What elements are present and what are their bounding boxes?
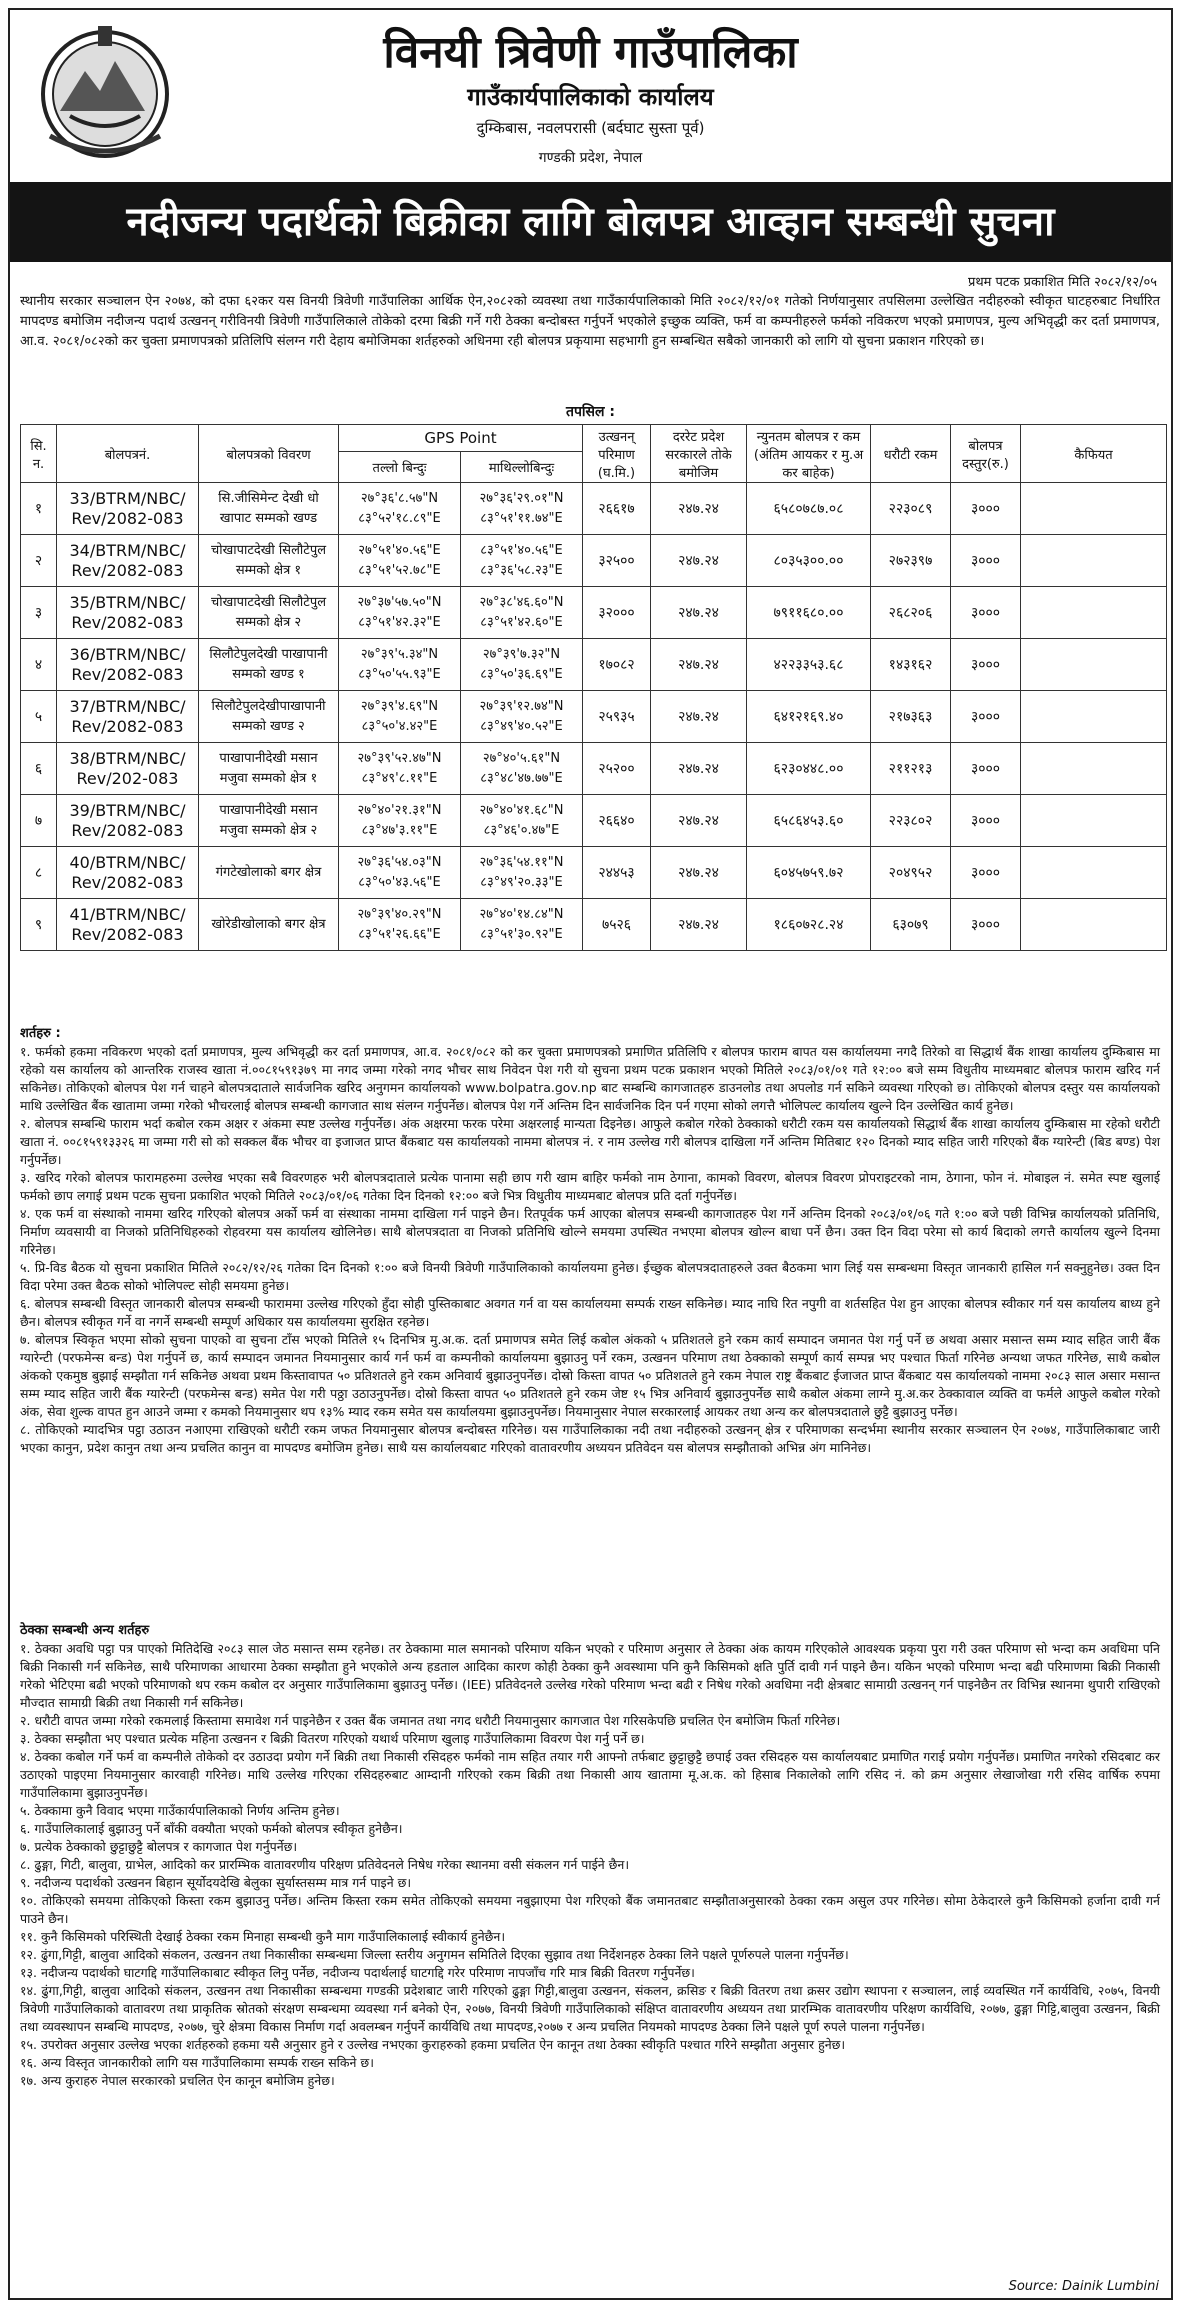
cell-bid-no: [57, 899, 199, 951]
cell-rate: [651, 691, 747, 743]
cell-bid-no: [57, 587, 199, 639]
cell-gps-upper-line: २७°४०'४१.६८"N: [479, 802, 564, 818]
cell-rate-line: २४७.२४: [678, 813, 719, 829]
cell-description: [199, 483, 339, 535]
cell-gps-upper-line: २७°३६'२९.०१"N: [479, 490, 564, 506]
cell-bid-no-line: 34/BTRM/NBC/: [69, 540, 186, 560]
cell-description-line: सम्मको क्षेत्र १: [235, 562, 302, 578]
table-row: [21, 743, 1167, 795]
cell-min-amount-line: १८६०७२८.२४: [773, 917, 844, 933]
cell-sn-line: ६: [34, 761, 43, 777]
cell-bid-no-line: Rev/2082-083: [71, 560, 184, 580]
cell-description: [199, 847, 339, 899]
cell-gps-lower: [339, 691, 461, 743]
col-header-fee: बोलपत्र दस्तुर(रु.): [951, 425, 1021, 483]
cell-gps-upper: [461, 639, 583, 691]
cell-bid-no: [57, 691, 199, 743]
contract-terms-heading: ठेक्का सम्बन्धी अन्य शर्तहरु: [20, 1623, 150, 1638]
cell-description-line: मजुवा सम्मको क्षेत्र २: [219, 822, 318, 838]
table-row: [21, 899, 1167, 951]
cell-gps-upper-line: २७°४०'५.६१"N: [482, 750, 561, 766]
cell-min-amount: [747, 847, 871, 899]
cell-bid-no: [57, 847, 199, 899]
cell-bid-no-line: 39/BTRM/NBC/: [69, 800, 186, 820]
cell-fee: [951, 535, 1021, 587]
cell-description-line: सम्मको खण्ड २: [232, 718, 305, 734]
cell-gps-upper-line: ८३°४९'४०.५२"E: [480, 718, 563, 734]
cell-quantity: [583, 795, 651, 847]
cell-bid-no-line: 40/BTRM/NBC/: [69, 852, 186, 872]
cell-min-amount-line: ६०४५७५९.७२: [773, 865, 844, 881]
cell-gps-lower-line: ८३°५०'४३.५६"E: [358, 874, 441, 890]
cell-min-amount-line: ४२२३३५३.६८: [773, 657, 844, 673]
cell-gps-lower-line: २७°५१'४०.५६"E: [358, 542, 441, 558]
cell-gps-lower: [339, 535, 461, 587]
cell-description-line: सिलौटेपुलदेखी पाखापानी: [209, 646, 328, 662]
cell-description-line: खोरेडीखोलाको बगर क्षेत्र: [211, 916, 326, 932]
term-item: ७. बोलपत्र स्विकृत भएमा सोको सुचना पाएको वा सुचना टाँस भएको मितिले १५ दिनभित्र मु.अ.क. दर्ता प्रमाणपत्र समेत लिई कबोल अंकको ५ प्रतिशतले हुने रकम कार्य सम्पादन जमानत पेश गर्नु पर्ने छ अथवा असार मसान्त सम्म म्याद सहित जारी बैंक ग्यारेन्टी (परफमेन्स बन्ड) पेश गर्नुपर्ने छ, कार्य सम्पादन जमानत नियमानुसार कार्य गर्न फर्म वा कम्पनीको कार्यालयमा बुझाउनु पर्ने रकम, उत्खनन परिमाण तथा ठेक्काको सम्पूर्ण कार्य सम्पन्न भए पश्चात फिर्ता गरिनेछ अन्यथा जफत गरिनेछ, साथै कबोल अंकको एकमुष्ठ बुझाई सम्झौता गर्न सकिनेछ अथवा प्रथम किस्तावापत ५० प्रतिशतले हुने रकम अनिवार्य बुझाउनुपर्नेछ। दोस्रो किस्ता वापत ५० प्रतिशतले हुने रकम नेपाल राष्ट्र बैंकबाट ईजाजत प्राप्त बैंकबाट यस कार्यालयको नाममा २०८३ साल असार मसान्त सम्म म्याद सहित जारी बैंक ग्यारेन्टी (परफमेन्स बन्ड) समेत पेश गरी पठ्ठा उठाउनुपर्नेछ। दोस्रो किस्ता वापत ५० प्रतिशतले हुने रकम जेष्ट १५ भित्र अनिवार्य बुझाउनुपर्नेछ साथै कबोल अंकमा लाग्ने मु.अ.कर ठेक्कावाल व्यक्ति वा फर्मले आफुले कबोल गरेको अंक, सेवा शुल्क वापत हुन आउने जम्मा र कमको नियमानुसार थप १३% म्याद रकम समेत यस कार्यालयमा बुझाउनुपर्नेछ। नियमानुसार नेपाल सरकारलाई आयकर तथा अन्य कर बोलपत्रदाताले छुट्टै बुझाउनु पर्नेछ।: [20, 1332, 1160, 1419]
cell-rate-line: २४७.२४: [678, 709, 719, 725]
cell-deposit: [871, 587, 951, 639]
cell-quantity: [583, 639, 651, 691]
cell-bid-no-line: 35/BTRM/NBC/: [69, 592, 186, 612]
cell-deposit: [871, 795, 951, 847]
cell-min-amount-line: ८०३५३००.००: [773, 553, 844, 569]
cell-gps-upper: [461, 483, 583, 535]
cell-quantity: [583, 691, 651, 743]
cell-sn: [21, 743, 57, 795]
term-item: १. फर्मको हकमा नविकरण भएको दर्ता प्रमाणपत्र, मुल्य अभिवृद्धी कर दर्ता प्रमाणपत्र, आ.व. २०८१/०८२ को कर चुक्ता प्रमाणपत्रको प्रमाणित प्रतिलिपि र बोलपत्र फाराम बापत यस कार्यालयमा नगदै तिरेको वा सिद्धार्थ बैंक शाखा कार्यालय दुम्किबास मा रहेको यस कार्यालय को आन्तरिक राजस्व खाता नं.००८१५९१३७९ मा नगद जम्मा गरेको नगद भौचर साथ निवेदन पेश गरी यो सुचना प्रथम पटक प्रकाशन भएको मितिले २०८३/०१/०१ गते १२:०० बजे सम्म विधुतीय माध्यमबाट बोलपत्र फाराम खरिद गर्न सकिनेछ। तोकिएको बोलपत्र पेश गर्न चाहने बोलपत्रदाताले सार्वजनिक खरिद अनुगमन कार्यालयको www.bolpatra.gov.np बाट सम्बन्धि कागजातहरु डाउनलोड तथा अपलोड गर्न सकिने व्यवस्था गरिएको छ। तोकिएको बोलपत्र दस्तुर यस कार्यालयको माथि उल्लेखित बैंक खातामा जम्मा गरेको भौचरलाई बोलपत्र सम्बन्धी कागजात साथ संलग्न गर्नुपर्नेछ। बोलपत्र पेश गर्ने अन्तिम दिन सार्वजनिक दिन पर्न गएमा सोको लगत्तै भोलिपल्ट कार्यालय खुल्ने दिन उल्लेखित कार्य हुनेछ।: [20, 1044, 1160, 1113]
term-item: ८. तोकिएको म्यादभित्र पट्ठा उठाउन नआएमा राखिएको धरौटी रकम जफत नियमानुसार बोलपत्र बन्दोबस्त गरिनेछ। यस गाउँपालिकाका नदी तथा नदीहरुको उत्खनन् क्षेत्र र परिमाणका सन्दर्भमा स्थानीय सरकार सञ्चालन ऐन २०७४, गाउँपालिकाबाट जारी भएका कानुन, प्रदेश कानुन तथा अन्य प्रचलित कानुन वा मापदण्ड बमोजिम हुनेछ। साथै यस कार्यालयबाट गरिएको वातावरणीय अध्ययन प्रतिवेदन यस बोलपत्र सम्झौताको अभिन्न अंग मानिनेछ।: [20, 1422, 1160, 1455]
cell-description-line: मजुवा सम्मको क्षेत्र १: [219, 770, 318, 786]
contract-term-item: १३. नदीजन्य पदार्थको घाटगद्दि गाउँपालिकाबाट स्वीकृत लिनु पर्नेछ, नदीजन्य पदार्थलाई घाटगद्दि गरेर परिमाण नापजाँच गरि मात्र बिक्री वितरण गर्नुपर्नेछ।: [20, 1965, 695, 1980]
cell-gps-lower-line: २७°४०'२१.३१"N: [357, 802, 442, 818]
cell-min-amount-line: ६५८६४५३.६०: [773, 813, 844, 829]
cell-gps-upper-line: ८३°५१'४२.६०"E: [480, 614, 563, 630]
cell-min-amount: [747, 639, 871, 691]
cell-deposit-line: २७२३९७: [888, 553, 933, 569]
cell-bid-no-line: 33/BTRM/NBC/: [69, 488, 186, 508]
cell-bid-no-line: Rev/2082-083: [71, 612, 184, 632]
cell-gps-lower-line: ८३°५०'४.४२"E: [361, 718, 438, 734]
cell-rate-line: २४७.२४: [678, 605, 719, 621]
contract-term-item: १०. तोकिएको समयमा तोकिएको किस्ता रकम बुझाउनु पर्नेछ। अन्तिम किस्ता रकम समेत तोकिएको समयमा नबुझाएमा पेश गरिएको बैंक जमानतबाट सम्झौताअनुसारको ठेक्का रकम असुल उपर गरिनेछ। सोमा ठेकेदारले कुनै किसिमको हर्जाना दावी गर्न पाउने छैन।: [20, 1893, 1160, 1926]
cell-quantity-line: ७५२६: [601, 917, 632, 933]
cell-quantity: [583, 483, 651, 535]
contract-term-item: ६. गाउँपालिकालाई बुझाउनु पर्ने बाँकी वक्यौता भएको फर्मको बोलपत्र स्वीकृत हुनेछैन।: [20, 1821, 403, 1836]
table-row: [21, 587, 1167, 639]
cell-fee: [951, 483, 1021, 535]
terms-list: [20, 1043, 1160, 1457]
col-header-min-amount: न्युनतम बोलपत्र र कम (अंतिम आयकर र मु.अ कर बाहेक): [747, 425, 871, 483]
cell-gps-upper-line: २७°३९'१२.७४"N: [479, 698, 564, 714]
cell-rate: [651, 743, 747, 795]
cell-deposit: [871, 743, 951, 795]
cell-min-amount-line: ६२३०४४८.००: [773, 761, 844, 777]
cell-rate: [651, 639, 747, 691]
col-header-description: बोलपत्रको विवरण: [199, 425, 339, 483]
cell-fee: [951, 587, 1021, 639]
cell-description-line: चोखापाटदेखी सिलौटेपुल: [210, 594, 327, 610]
cell-gps-lower-line: २७°३९'५.३४"N: [360, 646, 439, 662]
cell-gps-upper-line: २७°३६'५४.११"N: [479, 854, 564, 870]
contract-term-item: १. ठेक्का अवधि पट्ठा पत्र पाएको मितिदेखि २०८३ साल जेठ मसान्त सम्म रहनेछ। तर ठेक्कामा माल समानको परिमाण यकिन भएको र परिमाण अनुसार ले ठेक्का अंक कायम गरिएकोले आवश्यक प्रकृया पुरा गरी उक्त परिमाण सो भन्दा कम अवधिमा पनि बिक्री निकासी गर्न सकिनेछ, साथै परिमाणका आधारमा ठेक्का सम्झौता हुने भएकोले अन्य हडताल आदिका कारण कोही ठेक्का कुनै अवस्थामा पनि कुनै किसिमको क्षति पुर्ति दावी गर्न पाइने छैन। यकिन भएको परिमाण भन्दा बढी परिमाणमा बिक्री निकासी गरेको भेटिएमा बढी भएको परिमाणको थप रकम कबोल दर अनुसार गाउँपालिकामा बुझाउनु पर्नेछ। (IEE) प्रतिवेदनले उल्लेख गरेको परिमाण भन्दा बढी र निषेध गरेको अवधिमा नदी क्षेत्रबाट सामाग्री उत्खनन् गर्न पाइनेछैन तर विभिन्न स्थानमा थुपारी राखिएको मौज्दात सामाग्री बिक्री तथा निकासी गर्न सकिनेछ।: [20, 1641, 1160, 1710]
cell-deposit: [871, 899, 951, 951]
cell-deposit-line: १४३१६२: [888, 657, 933, 673]
cell-gps-upper: [461, 795, 583, 847]
cell-sn-line: ४: [34, 657, 43, 673]
cell-sn-line: ७: [34, 813, 43, 829]
municipality-title: विनयी त्रिवेणी गाउँपालिका: [383, 27, 798, 78]
cell-fee: [951, 847, 1021, 899]
cell-description: [199, 795, 339, 847]
cell-gps-upper-line: ८३°५१'११.७४"E: [480, 510, 563, 526]
cell-sn-line: ८: [34, 865, 43, 881]
cell-deposit: [871, 691, 951, 743]
contract-term-item: ३. ठेक्का सम्झौता भए पश्चात प्रत्येक महिना उत्खनन र बिक्री वितरण गरिएको यथार्थ परिमाण खुलाइ गाउँपालिकामा विवरण पेश गर्नु पर्ने छ।: [20, 1731, 645, 1746]
cell-sn-line: १: [34, 501, 43, 517]
col-header-remarks: कैफियत: [1021, 425, 1167, 483]
col-header-gps: GPS Point: [339, 425, 583, 452]
contract-term-item: १७. अन्य कुराहरु नेपाल सरकारको प्रचलित ऐन कानून बमोजिम हुनेछ।: [20, 2073, 335, 2088]
cell-min-amount-line: ६४१२१६९.४०: [773, 709, 844, 725]
cell-bid-no: [57, 535, 199, 587]
cell-gps-upper-line: ८३°५१'३०.९२"E: [480, 926, 563, 942]
cell-bid-no-line: 38/BTRM/NBC/: [69, 748, 186, 768]
cell-sn: [21, 587, 57, 639]
cell-quantity-line: २६६१७: [598, 501, 635, 517]
cell-bid-no: [57, 483, 199, 535]
cell-deposit-line: ६३०७९: [892, 917, 929, 933]
cell-description-line: पाखापानीदेखी मसान: [219, 802, 318, 818]
contract-term-item: ९. नदीजन्य पदार्थको उत्खनन बिहान सूर्योदयदेखि बेलुका सुर्यास्तसम्म मात्र गर्न पाइने छ।: [20, 1875, 412, 1890]
cell-gps-upper-line: २७°४०'१४.८४"N: [479, 906, 564, 922]
contract-term-item: ७. प्रत्येक ठेक्काको छुट्टाछुट्टै बोलपत्र र कागजात पेश गर्नुपर्नेछ।: [20, 1839, 298, 1854]
cell-fee-line: ३०००: [970, 553, 1001, 569]
cell-description: [199, 639, 339, 691]
cell-remarks: [1021, 847, 1167, 899]
cell-bid-no-line: Rev/2082-083: [71, 664, 184, 684]
cell-gps-lower-line: २७°३९'४०.२९"N: [357, 906, 442, 922]
table-row: [21, 639, 1167, 691]
cell-quantity-line: २४४५३: [598, 865, 635, 881]
cell-min-amount: [747, 899, 871, 951]
cell-min-amount: [747, 587, 871, 639]
cell-description-line: सि.जीसिमेन्ट देखी धो: [218, 490, 319, 506]
notice-page: [8, 8, 1173, 2300]
cell-quantity-line: ३२५००: [598, 553, 635, 569]
cell-gps-upper-line: ८३°४९'२०.३३"E: [480, 874, 563, 890]
cell-deposit-line: २०४९५२: [888, 865, 933, 881]
cell-fee-line: ३०००: [970, 605, 1001, 621]
intro-paragraph: स्थानीय सरकार सञ्चालन ऐन २०७४, को दफा ६२कर यस विनयी त्रिवेणी गाउँपालिका आर्थिक ऐन,२०८२को व्यवस्था तथा गाउँकार्यपालिकाको मिति २०८२/१२/०१ गतेको निर्णयानुसार तपसिलमा उल्लेखित नदीहरुको स्वीकृत घाटहरुबाट निर्धारित मापदण्ड बमोजिम नदीजन्य पदार्थ उत्खनन् गरीविनयी त्रिवेणी गाउँपालिकाले तोकेको दरमा बिक्री गर्ने गरी ठेक्का बन्दोबस्त गर्नुपर्ने भएकोले इच्छुक व्यक्ति, फर्म वा कम्पनीहरुले फर्मको नविकरण भएको प्रमाणपत्र, मुल्य अभिवृद्धी कर दर्ता प्रमाणपत्र, आ.व. २०८१/०८२को कर चुक्ता प्रमाणपत्रको प्रतिलिपि संलग्न गरी देहाय बमोजिमका शर्तहरुको अधिनमा रही बोलपत्र प्रकृयामा सहभागी हुन सम्बन्धित सबैको जानकारी को लागि यो सुचना प्रकाशन गरिएको छ।: [20, 294, 1160, 349]
cell-sn: [21, 795, 57, 847]
cell-gps-lower-line: ८३°५१'२६.६६"E: [358, 926, 441, 942]
notice-banner: नदीजन्य पदार्थको बिक्रीका लागि बोलपत्र आव्हान सम्बन्धी सुचना: [10, 182, 1171, 262]
cell-fee-line: ३०००: [970, 709, 1001, 725]
cell-remarks: [1021, 483, 1167, 535]
cell-rate-line: २४७.२४: [678, 761, 719, 777]
cell-gps-lower: [339, 847, 461, 899]
cell-rate: [651, 587, 747, 639]
cell-gps-upper: [461, 535, 583, 587]
col-header-gps-lower: तल्लो बिन्दुः: [339, 452, 461, 483]
cell-description-line: पाखापानीदेखी मसान: [219, 750, 318, 766]
col-header-bid-no: बोलपत्रनं.: [57, 425, 199, 483]
col-header-deposit: धरौटी रकम: [871, 425, 951, 483]
cell-min-amount-line: ६५८०७८७.०८: [773, 501, 844, 517]
cell-deposit-line: २२३०८९: [888, 501, 933, 517]
cell-remarks: [1021, 795, 1167, 847]
term-item: ३. खरिद गरेको बोलपत्र फारामहरुमा उल्लेख भएका सबै विवरणहरु भरी बोलपत्रदाताले प्रत्येक पानामा सही छाप गरी खाम बाहिर फर्मको नाम ठेगाना, कामको विवरण, बोलपत्र विवरण प्रोपराइटरको नाम, ठेगाना, फोन नं. मोबाइल नं. समेत स्पष्ट खुलाई फर्मको छाप लगाई प्रथम पटक सुचना प्रकाशित भएको मितिले २०८३/०१/०६ गतेका दिन दिनको १२:०० बजे भित्र विधुतीय माध्यमबाट बोलपत्र प्रति दर्ता गर्नुपर्नेछ।: [20, 1170, 1160, 1203]
publish-date: प्रथम पटक प्रकाशित मिति २०८२/१२/०५: [967, 275, 1157, 290]
col-header-rate: दररेट प्रदेश सरकारले तोके बमोजिम: [651, 425, 747, 483]
cell-sn: [21, 535, 57, 587]
cell-quantity-line: २६६४०: [598, 813, 635, 829]
cell-bid-no: [57, 639, 199, 691]
cell-rate-line: २४७.२४: [678, 553, 719, 569]
cell-fee-line: ३०००: [970, 761, 1001, 777]
term-item: ४. एक फर्म वा संस्थाको नाममा खरिद गरिएको बोलपत्र अर्को फर्म वा संस्थाका नाममा दाखिला गर्न पाइने छैन। रितपूर्वक फर्म आएका बोलपत्र सम्बन्धी कागजातहरु पेश गर्ने अन्तिम दिनको २०८३/०१/०६ गते १:०० बजे पछी विभिन्न कार्यालयको प्रतिनिधि, निर्माण व्यवसायी वा निजको प्रतिनिधिहरुको रोहवरमा यस कार्यालय खोलिनेछ। साथै बोलपत्रदाता वा निजको प्रतिनिधि खोल्ने समयमा उपस्थित नभएमा बोलपत्र खोल्न बाधा पर्ने छैन। उक्त दिन विदा परेमा सो कार्य बिदाको लगत्तै कार्यालय खुल्ने दिनमा गरिनेछ।: [20, 1206, 1160, 1257]
cell-fee: [951, 691, 1021, 743]
cell-remarks: [1021, 535, 1167, 587]
cell-gps-lower: [339, 483, 461, 535]
table-row: [21, 483, 1167, 535]
cell-quantity-line: २५९३५: [598, 709, 635, 725]
cell-bid-no: [57, 795, 199, 847]
contract-term-item: १६. अन्य विस्तृत जानकारीको लागि यस गाउँपालिकामा सम्पर्क राख्न सकिने छ।: [20, 2055, 374, 2070]
col-header-gps-upper: माथिल्लोबिन्दुः: [461, 452, 583, 483]
cell-gps-lower-line: ८३°५१'५२.७८"E: [358, 562, 441, 578]
province: गण्डकी प्रदेश, नेपाल: [538, 150, 643, 166]
cell-gps-lower: [339, 743, 461, 795]
cell-min-amount: [747, 535, 871, 587]
cell-sn-line: ३: [34, 605, 43, 621]
cell-bid-no-line: 37/BTRM/NBC/: [69, 696, 186, 716]
cell-bid-no-line: 36/BTRM/NBC/: [69, 644, 186, 664]
cell-deposit-line: २१७३६३: [888, 709, 933, 725]
contract-term-item: १५. उपरोक्त अनुसार उल्लेख भएका शर्तहरुको हकमा यसै अनुसार हुने र उल्लेख नभएका कुराहरुको हकमा प्रचलित ऐन कानून तथा ठेक्का स्वीकृति पश्चात गरिने सम्झौता अनुसार हुनेछ।: [20, 2037, 846, 2052]
cell-gps-lower-line: २७°३६'८.५७"N: [360, 490, 439, 506]
cell-bid-no-line: Rev/2082-083: [71, 716, 184, 736]
cell-deposit: [871, 639, 951, 691]
cell-fee-line: ३०००: [970, 917, 1001, 933]
contract-term-item: १२. ढुंगा,गिट्टी, बालुवा आदिको संकलन, उत्खनन तथा निकासीका सम्बन्धमा जिल्ला स्तरीय अनुगमन समितिले दिएका सुझाव तथा निर्देशनहरु ठेक्का लिने पक्षले पूर्णरुपले पालना गर्नुपर्नेछ।: [20, 1947, 849, 1962]
cell-sn-line: ५: [34, 709, 43, 725]
cell-rate: [651, 535, 747, 587]
term-item: २. बोलपत्र सम्बन्धि फाराम भर्दा कबोल रकम अक्षर र अंकमा स्पष्ट उल्लेख गर्नुपर्नेछ। अंक अक्षरमा फरक परेमा अक्षरलाई मान्यता दिइनेछ। आफुले कबोल गरेको ठेक्काको धरौटी रकम यस कार्यालयको सिद्धार्थ बैंक शाखा कार्यालय दुम्किबास मा रहेको धरौटी खाता नं. ००८१५९१३३२६ मा जम्मा गरी सो को सक्कल बैंक भौचर वा इजाजत प्राप्त बैंकबाट यस कार्यालयको नाममा बोलपत्र नं. र नाम उल्लेख गरी बोलपत्र दाखिला गर्ने अन्तिम मितिबाट १२० दिनको म्याद सहित जारी गरिएको बैंक ग्यारेन्टी (बिड बण्ड) पेश गर्नुपर्नेछ।: [20, 1116, 1160, 1167]
cell-gps-upper: [461, 743, 583, 795]
table-row: [21, 847, 1167, 899]
cell-deposit: [871, 535, 951, 587]
cell-deposit: [871, 483, 951, 535]
contract-term-item: २. धरौटी वापत जम्मा गरेको रकमलाई किस्तामा समावेश गर्न पाइनेछैन र उक्त बैंक जमानत तथा नगद धरौटी नियमानुसार कागजात पेश गरिसकेपछि प्रचलित ऐन बमोजिम फिर्ता गरिनेछ।: [20, 1713, 841, 1728]
cell-gps-upper: [461, 587, 583, 639]
cell-rate: [651, 899, 747, 951]
cell-deposit-line: २२३८०२: [888, 813, 933, 829]
cell-min-amount-line: ७९११६८०.००: [773, 605, 844, 621]
cell-remarks: [1021, 691, 1167, 743]
cell-fee: [951, 795, 1021, 847]
cell-sn-line: २: [34, 553, 43, 569]
cell-bid-no-line: Rev/202-083: [76, 768, 179, 788]
cell-remarks: [1021, 587, 1167, 639]
cell-rate-line: २४७.२४: [678, 657, 719, 673]
cell-description: [199, 535, 339, 587]
cell-rate-line: २४७.२४: [678, 865, 719, 881]
cell-gps-upper-line: ८३°५०'३६.६९"E: [480, 666, 563, 682]
cell-min-amount: [747, 795, 871, 847]
cell-bid-no-line: 41/BTRM/NBC/: [69, 904, 186, 924]
contract-terms-list: [20, 1640, 1160, 2090]
col-header-sn: सि. न.: [21, 425, 57, 483]
cell-gps-upper-line: ८३°४६'०.४७"E: [483, 822, 560, 838]
cell-remarks: [1021, 899, 1167, 951]
cell-gps-lower: [339, 899, 461, 951]
contract-term-item: ४. ठेक्का कबोल गर्ने फर्म वा कम्पनीले तोकेको दर उठाउदा प्रयोग गर्ने बिक्री तथा निकासी रसिदहरु फर्मको नाम सहित तयार गरी आफ्नो तर्फबाट छुट्टाछुट्टै छपाई उक्त रसिदहरु यस कार्यालयबाट प्रमाणित गराई प्रयोग गर्नुपर्नेछ। प्रमाणित नगरेको रसिदबाट कर उठाएको पाइएमा नियमानुसार कारवाही गरिनेछ। माथि उल्लेख गरिएका रसिदहरुबाट आम्दानी गरिएको रकम बिक्री तथा निकासी आय खातामा मू.अ.क. को हिसाब निकालेको लागि रसिद नं. को क्रम अनुसार लेखाजोखा गरी रसिद वार्षिक रुपमा गाउँपालिकामा बुझाउनुपर्नेछ।: [20, 1749, 1160, 1800]
cell-gps-upper-line: ८३°४८'४७.७७"E: [480, 770, 563, 786]
term-item: ६. बोलपत्र सम्बन्धी विस्तृत जानकारी बोलपत्र सम्बन्धी फाराममा उल्लेख गरिएको हुँदा सोही पुस्तिकाबाट अवगत गर्न वा यस कार्यालयमा सम्पर्क राख्न सकिनेछ। म्याद नाघि रित नपुगी वा शर्तसहित पेश हुन आएका बोलपत्र स्वीकार गर्न यस कार्यालय बाध्य हुने छैन। बोलपत्र स्वीकृत गर्ने वा नगर्ने सम्बन्धी सम्पूर्ण अधिकार यस कार्यालयमा सुरक्षित रहनेछ।: [20, 1296, 1160, 1329]
cell-rate: [651, 795, 747, 847]
cell-description: [199, 691, 339, 743]
cell-gps-upper: [461, 691, 583, 743]
cell-bid-no-line: Rev/2082-083: [71, 820, 184, 840]
cell-sn-line: ९: [34, 917, 43, 933]
cell-gps-lower: [339, 795, 461, 847]
cell-gps-lower-line: २७°३६'५४.०३"N: [357, 854, 442, 870]
bid-table: [20, 424, 1167, 951]
table-row: [21, 691, 1167, 743]
cell-rate-line: २४७.२४: [678, 917, 719, 933]
cell-description-line: गंगटेखोलाको बगर क्षेत्र: [215, 864, 322, 880]
cell-deposit: [871, 847, 951, 899]
term-item: ५. प्रि-विड बैठक यो सुचना प्रकाशित मितिले २०८२/१२/२६ गतेका दिन दिनको १:०० बजे विनयी त्रिवेणी गाउँपालिकाको कार्यालयमा हुनेछ। ईच्छुक बोलपत्रदाताहरुले उक्त बैठकमा भाग लिई यस सम्बन्धमा विस्तृत जानकारी हासिल गर्न सक्नुहुनेछ। उक्त दिन विदा परेमा उक्त बैठक सोको भोलिपल्ट सोही समयमा हुनेछ।: [20, 1260, 1160, 1293]
cell-gps-lower-line: ८३°५०'५५.९३"E: [358, 666, 441, 682]
cell-gps-upper-line: ८३°३६'५८.२३"E: [480, 562, 563, 578]
cell-gps-lower-line: ८३°५१'४२.३२"E: [358, 614, 441, 630]
cell-sn: [21, 847, 57, 899]
cell-rate-line: २४७.२४: [678, 501, 719, 517]
cell-gps-upper-line: ८३°५१'४०.५६"E: [480, 542, 563, 558]
cell-sn: [21, 691, 57, 743]
cell-quantity-line: ३२०००: [598, 605, 635, 621]
cell-deposit-line: २११२१३: [888, 761, 933, 777]
cell-gps-lower-line: २७°३७'५७.५०"N: [357, 594, 442, 610]
contract-term-item: ११. कुनै किसिमको परिस्थिती देखाई ठेक्का रकम मिनाहा सम्बन्धी कुनै माग गाउँपालिकालाई स्वीकार्य हुनेछैन।: [20, 1929, 506, 1944]
cell-bid-no-line: Rev/2082-083: [71, 872, 184, 892]
cell-quantity: [583, 847, 651, 899]
cell-gps-upper: [461, 899, 583, 951]
cell-description-line: सम्मको खण्ड १: [232, 666, 305, 682]
contract-term-item: ५. ठेक्कामा कुनै विवाद भएमा गाउँकार्यपालिकाको निर्णय अन्तिम हुनेछ।: [20, 1803, 340, 1818]
cell-gps-lower: [339, 587, 461, 639]
cell-rate: [651, 483, 747, 535]
cell-min-amount: [747, 483, 871, 535]
cell-sn: [21, 899, 57, 951]
col-header-quantity: उत्खनन् परिमाण (घ.मि.): [583, 425, 651, 483]
cell-gps-lower-line: ८३°४९'८.११"E: [361, 770, 438, 786]
office-title: गाउँकार्यपालिकाको कार्यालय: [467, 83, 714, 111]
cell-quantity-line: २५२००: [598, 761, 635, 777]
cell-fee-line: ३०००: [970, 865, 1001, 881]
contract-term-item: १४. ढुंगा,गिट्टी, बालुवा आदिको संकलन, उत्खनन तथा निकासीका सम्बन्धमा गण्डकी प्रदेशबाट जारी गरिएको ढुङ्गा गिट्टी,बालुवा उत्खनन, संकलन, क्रसिङ र बिक्री वितरण तथा क्रसर उद्योग स्थापना र सञ्चालन, लाई व्यवस्थित गर्ने कार्यविधि, २०७५, विनयी त्रिवेणी गाउँपालिकाको वातावरण तथा प्राकृतिक स्रोतको संरक्षण सम्बन्धमा व्यवस्था गर्न बनेको ऐन, २०७७, विनयी त्रिवेणी गाउँपालिकाको संक्षिप्त वातावरणीय अध्ययन तथा प्रारम्भिक वातावरणीय परिक्षण कार्यविधि, २०७७, ढुङ्गा गिट्टि,बालुवा उत्खनन, बिक्री तथा व्यवस्थापन सम्बन्धि मापदण्ड, २०७७, चुरे क्षेत्रमा विकास निर्माण गर्दा अवलम्बन गर्नुपर्ने कार्यविधि तथा मापदण्ड,२०७७ र अन्य प्रचलित नियमको मापदण्ड ठेक्का लिने पक्षले पूर्ण रुपले पालना गर्नुपर्नेछ।: [20, 1983, 1160, 2034]
cell-description-line: सिलौटेपुलदेखीपाखापानी: [211, 698, 326, 714]
cell-deposit-line: २६८२०६: [888, 605, 933, 621]
cell-bid-no-line: Rev/2082-083: [71, 924, 184, 944]
table-row: [21, 795, 1167, 847]
cell-quantity: [583, 743, 651, 795]
cell-gps-upper-line: २७°३८'४६.६०"N: [479, 594, 564, 610]
cell-fee-line: ३०००: [970, 501, 1001, 517]
cell-description: [199, 587, 339, 639]
cell-bid-no: [57, 743, 199, 795]
cell-fee: [951, 743, 1021, 795]
cell-gps-upper: [461, 847, 583, 899]
office-address: दुम्किबास, नवलपरासी (बर्दघाट सुस्ता पूर्व): [476, 119, 705, 137]
table-row: [21, 535, 1167, 587]
cell-gps-lower-line: ८३°५२'१८.८९"E: [358, 510, 441, 526]
cell-gps-upper-line: २७°३९'७.३२"N: [482, 646, 561, 662]
cell-description: [199, 899, 339, 951]
cell-description-line: चोखापाटदेखी सिलौटेपुल: [210, 542, 327, 558]
cell-min-amount: [747, 743, 871, 795]
cell-quantity: [583, 899, 651, 951]
cell-remarks: [1021, 639, 1167, 691]
cell-remarks: [1021, 743, 1167, 795]
cell-sn: [21, 483, 57, 535]
cell-quantity: [583, 535, 651, 587]
cell-fee: [951, 899, 1021, 951]
source-credit: Source: Dainik Lumbini: [1008, 2279, 1159, 2294]
cell-gps-lower: [339, 639, 461, 691]
cell-gps-lower-line: २७°३९'५२.४७"N: [357, 750, 442, 766]
terms-heading: शर्तहरु :: [20, 1026, 61, 1041]
cell-gps-lower-line: ८३°४७'३.११"E: [361, 822, 438, 838]
schedule-heading: तपसिल :: [566, 404, 615, 420]
cell-quantity: [583, 587, 651, 639]
cell-fee: [951, 639, 1021, 691]
cell-rate: [651, 847, 747, 899]
cell-quantity-line: १७०८२: [598, 657, 635, 673]
cell-description-line: सम्मको क्षेत्र २: [235, 614, 302, 630]
cell-bid-no-line: Rev/2082-083: [71, 508, 184, 528]
cell-description-line: खापाट सम्मको खण्ड: [219, 510, 318, 526]
contract-term-item: ८. ढुङ्गा, गिटी, बालुवा, ग्राभेल, आदिको कर प्रारम्भिक वातावरणीय परिक्षण प्रतिवेदनले निषेध गरेका स्थानमा वसी संकलन गर्न पाईने छैन।: [20, 1857, 630, 1872]
header: [10, 10, 1171, 180]
cell-fee-line: ३०००: [970, 813, 1001, 829]
cell-fee-line: ३०००: [970, 657, 1001, 673]
cell-sn: [21, 639, 57, 691]
cell-description: [199, 743, 339, 795]
cell-min-amount: [747, 691, 871, 743]
cell-gps-lower-line: २७°३९'४.६९"N: [360, 698, 439, 714]
